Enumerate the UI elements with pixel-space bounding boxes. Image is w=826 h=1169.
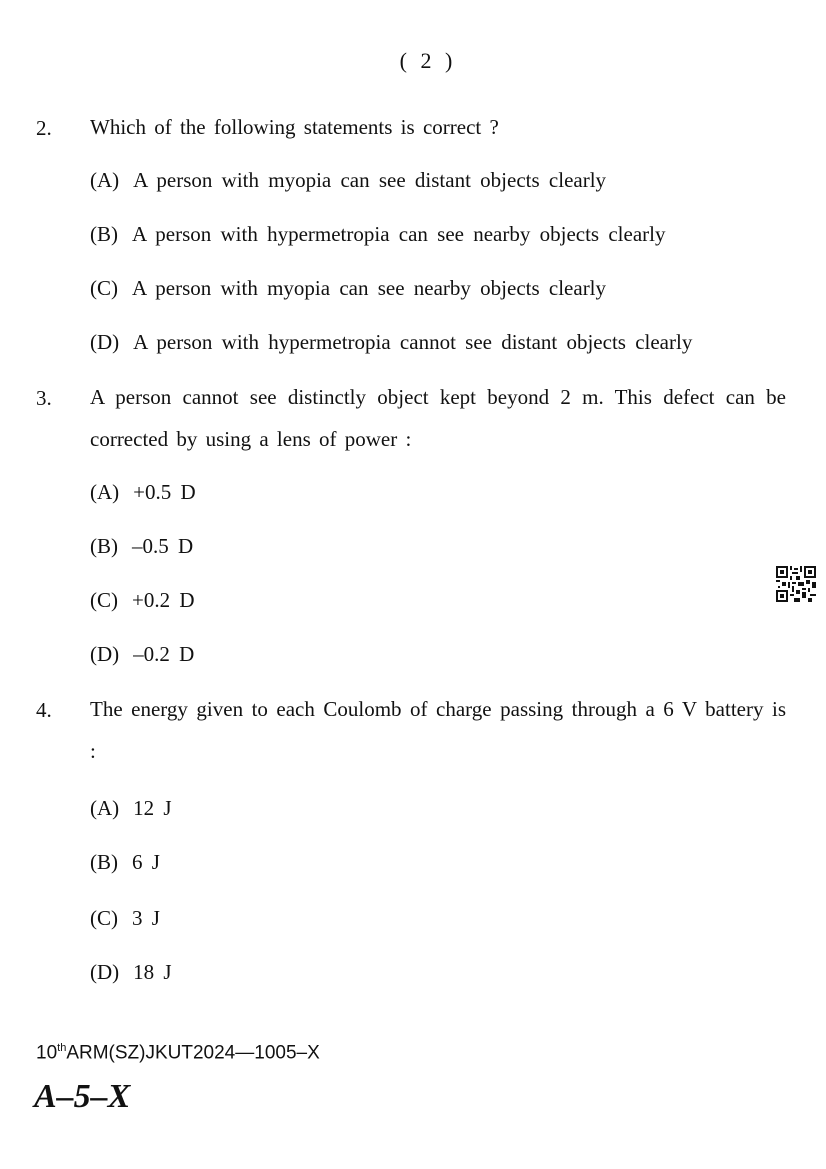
option-text: 18 J [133,960,172,984]
option-label: (A) [90,796,120,820]
option-a [90,168,606,193]
paper-code [36,1042,320,1064]
option-text: –0.2 D [133,642,195,666]
option-label: (A) [90,168,120,192]
option-b [90,222,665,247]
paper-code-superscript: th [57,1042,67,1054]
option-text: A person with myopia can see nearby objects clearly [132,276,607,300]
paper-code-prefix: 10 [36,1042,58,1064]
option-text: 3 J [132,906,160,930]
option-c [90,906,160,931]
series-code: A–5–X [34,1078,131,1115]
option-text: 12 J [133,796,172,820]
option-label: (B) [90,850,118,874]
qr-code-icon [776,566,816,602]
option-d [90,642,194,667]
question-text: The energy given to each Coulomb of charge passing through a 6 V battery is : [90,697,786,763]
option-label: (D) [90,330,120,354]
option-label: (D) [90,642,120,666]
option-text: A person with hypermetropia can see nearby objects clearly [132,222,666,246]
option-d [90,330,692,355]
option-label: (D) [90,960,120,984]
question-number: 4. [36,698,52,722]
question-number: 3. [36,386,52,410]
option-label: (B) [90,534,118,558]
page-number: ( 2 ) [399,48,457,73]
paper-code-rest: ARM(SZ)JKUT2024—1005–X [66,1042,320,1064]
option-b [90,534,193,559]
option-label: (B) [90,222,118,246]
option-label: (C) [90,906,118,930]
option-text: –0.5 D [132,534,194,558]
option-b [90,850,160,875]
option-a [90,480,196,505]
question-text: Which of the following statements is correct ? [90,115,499,139]
option-text: +0.5 D [133,480,196,504]
option-label: (C) [90,276,118,300]
option-c [90,276,606,301]
option-label: (C) [90,588,118,612]
option-c [90,588,195,613]
question-text: A person cannot see distinctly object kept beyond 2 m. This defect can be corrected by using a lens of power : [90,385,786,451]
option-a [90,796,172,821]
question-number: 2. [36,116,52,140]
option-text: 6 J [132,850,160,874]
option-text: A person with myopia can see distant objects clearly [133,168,607,192]
option-d [90,960,172,985]
option-label: (A) [90,480,120,504]
option-text: A person with hypermetropia cannot see distant objects clearly [133,330,693,354]
option-text: +0.2 D [132,588,195,612]
